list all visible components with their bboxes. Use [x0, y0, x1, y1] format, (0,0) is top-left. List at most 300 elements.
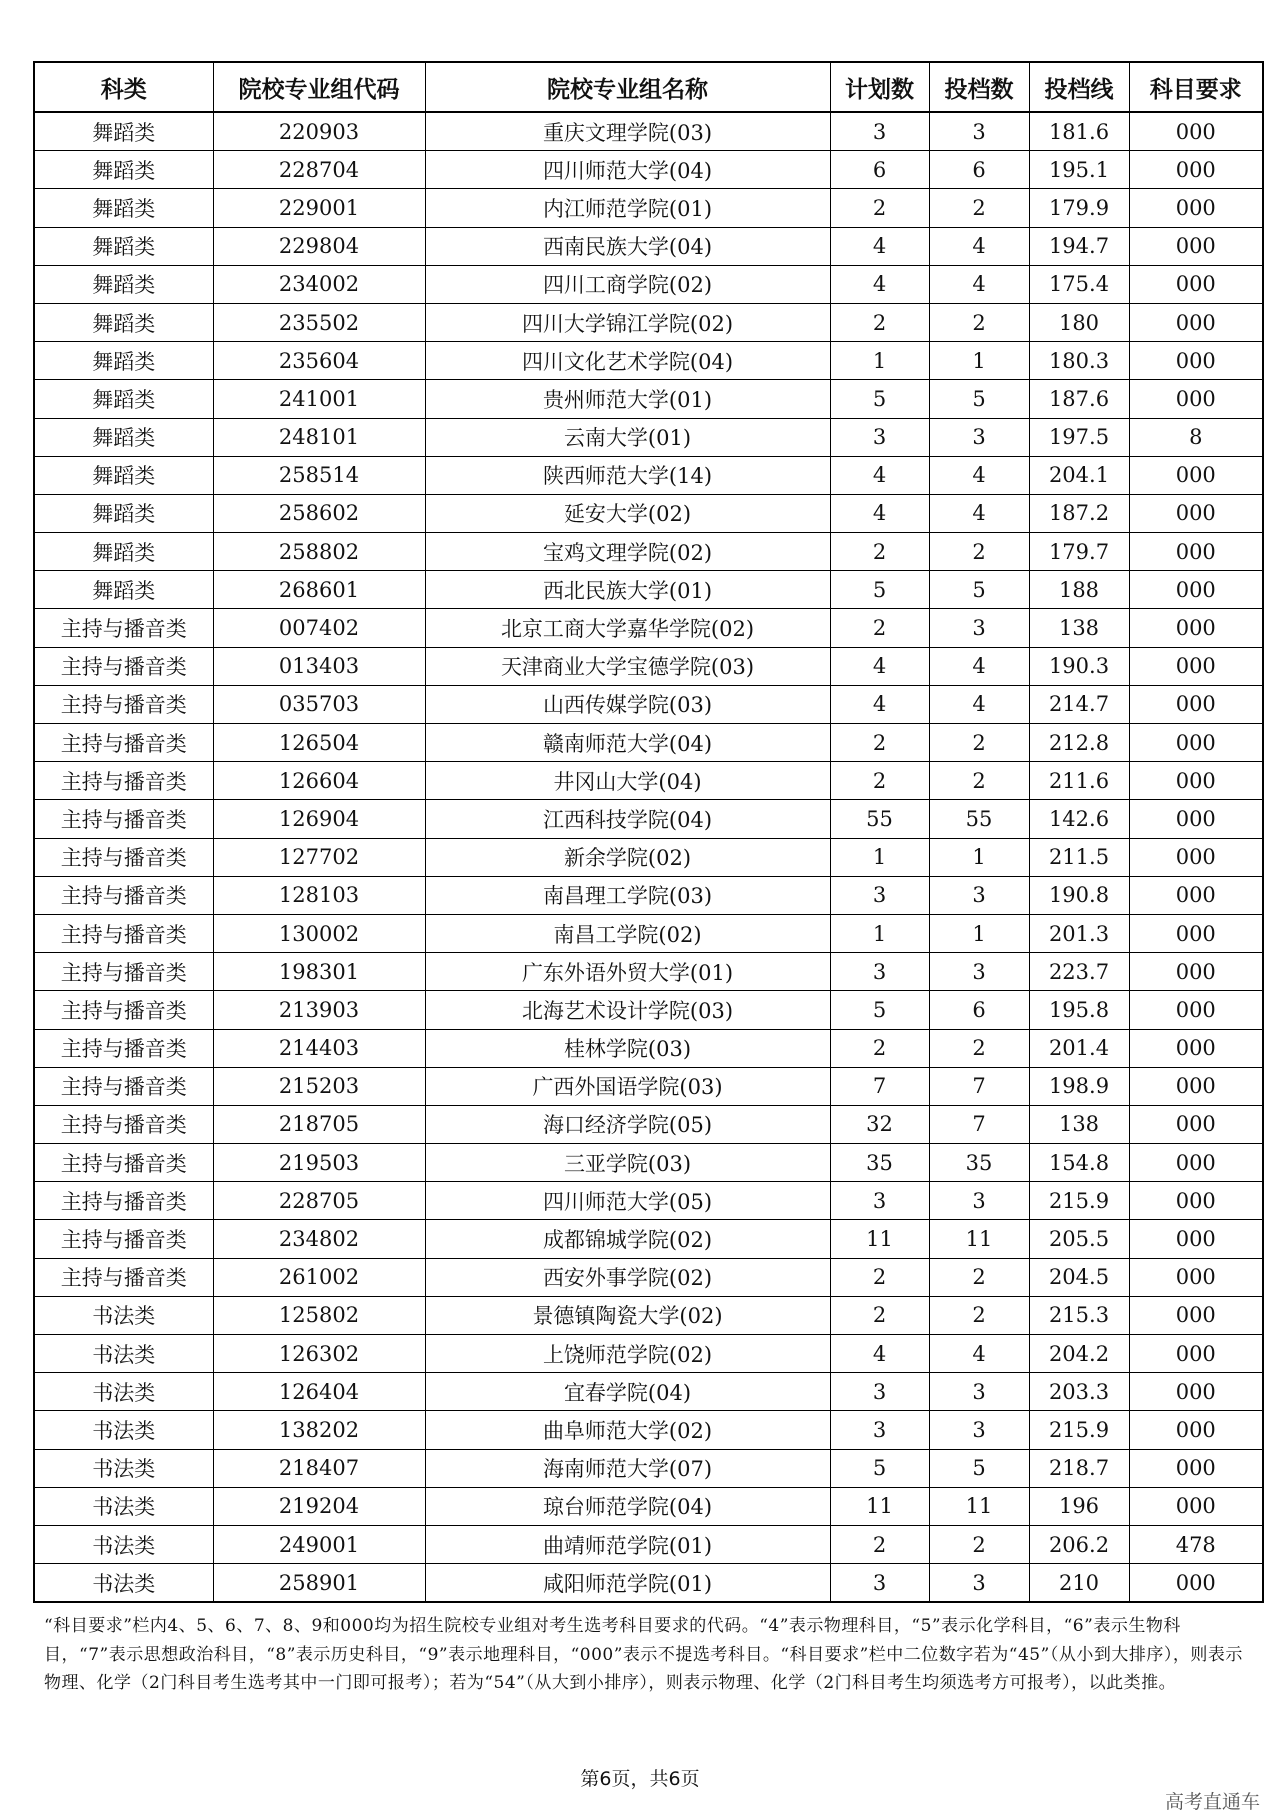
- cell-plan-count: 6: [830, 151, 929, 189]
- cell-group-code: 258602: [213, 494, 425, 532]
- cell-subject-requirement: 8: [1129, 418, 1263, 456]
- table-row: [34, 189, 1263, 227]
- cell-subject-requirement: 000: [1129, 342, 1263, 380]
- cell-admitted-count: 4: [929, 265, 1029, 303]
- cell-group-name: 桂林学院(03): [425, 1029, 830, 1067]
- cell-group-code: 219204: [213, 1487, 425, 1525]
- cell-plan-count: 4: [830, 647, 929, 685]
- cell-subject-requirement: 000: [1129, 609, 1263, 647]
- table-row: [34, 1564, 1263, 1603]
- cell-plan-count: 3: [830, 1373, 929, 1411]
- table-row: [34, 762, 1263, 800]
- cell-admitted-count: 4: [929, 227, 1029, 265]
- cell-subject-requirement: 000: [1129, 991, 1263, 1029]
- cell-subject-requirement: 000: [1129, 571, 1263, 609]
- cell-group-name: 四川师范大学(04): [425, 151, 830, 189]
- cell-group-code: 235502: [213, 303, 425, 341]
- cell-admitted-count: 7: [929, 1067, 1029, 1105]
- cell-cutoff-score: 215.9: [1029, 1411, 1129, 1449]
- cell-plan-count: 2: [830, 533, 929, 571]
- cell-subject-requirement: 000: [1129, 914, 1263, 952]
- cell-admitted-count: 6: [929, 151, 1029, 189]
- cell-subject-requirement: 000: [1129, 1335, 1263, 1373]
- table-row: [34, 1029, 1263, 1067]
- cell-category: 主持与播音类: [34, 991, 213, 1029]
- cell-cutoff-score: 181.6: [1029, 112, 1129, 151]
- cell-category: 主持与播音类: [34, 914, 213, 952]
- cell-subject-requirement: 000: [1129, 227, 1263, 265]
- table-row: [34, 1067, 1263, 1105]
- cell-group-code: 249001: [213, 1525, 425, 1563]
- cell-subject-requirement: 478: [1129, 1525, 1263, 1563]
- header-group-code: 院校专业组代码: [213, 62, 425, 112]
- cell-category: 书法类: [34, 1525, 213, 1563]
- cell-admitted-count: 3: [929, 1564, 1029, 1603]
- cell-category: 主持与播音类: [34, 1182, 213, 1220]
- cell-admitted-count: 2: [929, 533, 1029, 571]
- table-row: [34, 953, 1263, 991]
- cell-plan-count: 4: [830, 1335, 929, 1373]
- cell-cutoff-score: 197.5: [1029, 418, 1129, 456]
- cell-cutoff-score: 154.8: [1029, 1144, 1129, 1182]
- cell-group-name: 四川工商学院(02): [425, 265, 830, 303]
- cell-plan-count: 3: [830, 418, 929, 456]
- header-cutoff-score: 投档线: [1029, 62, 1129, 112]
- cell-admitted-count: 2: [929, 303, 1029, 341]
- cell-group-name: 井冈山大学(04): [425, 762, 830, 800]
- cell-group-code: 126404: [213, 1373, 425, 1411]
- cell-category: 书法类: [34, 1296, 213, 1334]
- cell-group-code: 258514: [213, 456, 425, 494]
- cell-group-code: 258802: [213, 533, 425, 571]
- cell-category: 主持与播音类: [34, 762, 213, 800]
- cell-group-code: 138202: [213, 1411, 425, 1449]
- header-category: 科类: [34, 62, 213, 112]
- cell-group-name: 天津商业大学宝德学院(03): [425, 647, 830, 685]
- cell-plan-count: 1: [830, 838, 929, 876]
- table-row: [34, 1335, 1263, 1373]
- cell-cutoff-score: 190.8: [1029, 876, 1129, 914]
- cell-group-name: 广西外国语学院(03): [425, 1067, 830, 1105]
- cell-group-code: 241001: [213, 380, 425, 418]
- cell-subject-requirement: 000: [1129, 685, 1263, 723]
- cell-category: 舞蹈类: [34, 494, 213, 532]
- cell-category: 主持与播音类: [34, 1144, 213, 1182]
- cell-subject-requirement: 000: [1129, 456, 1263, 494]
- cell-cutoff-score: 205.5: [1029, 1220, 1129, 1258]
- cell-category: 舞蹈类: [34, 418, 213, 456]
- cell-admitted-count: 55: [929, 800, 1029, 838]
- table-row: [34, 1296, 1263, 1334]
- cell-group-name: 广东外语外贸大学(01): [425, 953, 830, 991]
- cell-plan-count: 4: [830, 227, 929, 265]
- cell-group-code: 219503: [213, 1144, 425, 1182]
- cell-cutoff-score: 215.9: [1029, 1182, 1129, 1220]
- table-row: [34, 494, 1263, 532]
- cell-cutoff-score: 211.6: [1029, 762, 1129, 800]
- cell-category: 主持与播音类: [34, 1105, 213, 1143]
- cell-cutoff-score: 201.3: [1029, 914, 1129, 952]
- cell-group-name: 云南大学(01): [425, 418, 830, 456]
- cell-category: 舞蹈类: [34, 227, 213, 265]
- cell-group-code: 126504: [213, 724, 425, 762]
- cell-group-name: 琼台师范学院(04): [425, 1487, 830, 1525]
- cell-group-name: 宝鸡文理学院(02): [425, 533, 830, 571]
- cell-group-name: 贵州师范大学(01): [425, 380, 830, 418]
- cell-admitted-count: 1: [929, 342, 1029, 380]
- cell-plan-count: 32: [830, 1105, 929, 1143]
- cell-group-name: 山西传媒学院(03): [425, 685, 830, 723]
- cell-group-code: 229001: [213, 189, 425, 227]
- cell-plan-count: 3: [830, 953, 929, 991]
- cell-subject-requirement: 000: [1129, 303, 1263, 341]
- cell-cutoff-score: 138: [1029, 1105, 1129, 1143]
- cell-group-code: 128103: [213, 876, 425, 914]
- cell-plan-count: 2: [830, 303, 929, 341]
- cell-cutoff-score: 196: [1029, 1487, 1129, 1525]
- cell-category: 舞蹈类: [34, 456, 213, 494]
- cell-plan-count: 3: [830, 1411, 929, 1449]
- cell-plan-count: 2: [830, 1258, 929, 1296]
- cell-plan-count: 4: [830, 494, 929, 532]
- cell-group-name: 三亚学院(03): [425, 1144, 830, 1182]
- cell-admitted-count: 11: [929, 1487, 1029, 1525]
- cell-cutoff-score: 223.7: [1029, 953, 1129, 991]
- cell-group-code: 235604: [213, 342, 425, 380]
- cell-group-name: 西南民族大学(04): [425, 227, 830, 265]
- cell-admitted-count: 3: [929, 418, 1029, 456]
- cell-admitted-count: 4: [929, 685, 1029, 723]
- cell-admitted-count: 3: [929, 953, 1029, 991]
- cell-plan-count: 5: [830, 1449, 929, 1487]
- cell-subject-requirement: 000: [1129, 1411, 1263, 1449]
- cell-category: 主持与播音类: [34, 876, 213, 914]
- table-row: [34, 342, 1263, 380]
- table-row: [34, 380, 1263, 418]
- cell-subject-requirement: 000: [1129, 724, 1263, 762]
- cell-category: 书法类: [34, 1335, 213, 1373]
- cell-plan-count: 2: [830, 1296, 929, 1334]
- table-row: [34, 724, 1263, 762]
- cell-category: 主持与播音类: [34, 685, 213, 723]
- cell-group-name: 重庆文理学院(03): [425, 112, 830, 151]
- cell-cutoff-score: 195.8: [1029, 991, 1129, 1029]
- cell-group-name: 南昌理工学院(03): [425, 876, 830, 914]
- cell-group-code: 125802: [213, 1296, 425, 1334]
- cell-cutoff-score: 198.9: [1029, 1067, 1129, 1105]
- cell-cutoff-score: 180.3: [1029, 342, 1129, 380]
- cell-group-name: 上饶师范学院(02): [425, 1335, 830, 1373]
- cell-plan-count: 7: [830, 1067, 929, 1105]
- watermark: 高考直通车: [1164, 1791, 1260, 1813]
- cell-admitted-count: 3: [929, 876, 1029, 914]
- cell-cutoff-score: 214.7: [1029, 685, 1129, 723]
- cell-group-code: 218407: [213, 1449, 425, 1487]
- cell-subject-requirement: 000: [1129, 1373, 1263, 1411]
- cell-group-name: 南昌工学院(02): [425, 914, 830, 952]
- cell-subject-requirement: 000: [1129, 1029, 1263, 1067]
- table-row: [34, 685, 1263, 723]
- cell-plan-count: 4: [830, 456, 929, 494]
- cell-admitted-count: 3: [929, 609, 1029, 647]
- cell-cutoff-score: 142.6: [1029, 800, 1129, 838]
- cell-category: 舞蹈类: [34, 112, 213, 151]
- cell-admitted-count: 2: [929, 724, 1029, 762]
- cell-admitted-count: 11: [929, 1220, 1029, 1258]
- cell-group-code: 215203: [213, 1067, 425, 1105]
- table-row: [34, 303, 1263, 341]
- cell-subject-requirement: 000: [1129, 953, 1263, 991]
- cell-category: 舞蹈类: [34, 571, 213, 609]
- cell-group-code: 126604: [213, 762, 425, 800]
- cell-group-name: 新余学院(02): [425, 838, 830, 876]
- table-header-row: [34, 62, 1263, 112]
- table-row: [34, 800, 1263, 838]
- cell-plan-count: 35: [830, 1144, 929, 1182]
- cell-cutoff-score: 204.2: [1029, 1335, 1129, 1373]
- cell-group-name: 宜春学院(04): [425, 1373, 830, 1411]
- table-row: [34, 227, 1263, 265]
- cell-admitted-count: 5: [929, 1449, 1029, 1487]
- cell-admitted-count: 5: [929, 571, 1029, 609]
- cell-admitted-count: 3: [929, 1373, 1029, 1411]
- cell-subject-requirement: 000: [1129, 1258, 1263, 1296]
- table-row: [34, 647, 1263, 685]
- cell-admitted-count: 4: [929, 647, 1029, 685]
- cell-group-code: 013403: [213, 647, 425, 685]
- cell-group-code: 035703: [213, 685, 425, 723]
- cell-admitted-count: 2: [929, 1029, 1029, 1067]
- cell-plan-count: 11: [830, 1487, 929, 1525]
- cell-plan-count: 1: [830, 914, 929, 952]
- cell-group-code: 248101: [213, 418, 425, 456]
- cell-group-code: 198301: [213, 953, 425, 991]
- cell-plan-count: 2: [830, 724, 929, 762]
- cell-category: 主持与播音类: [34, 609, 213, 647]
- cell-subject-requirement: 000: [1129, 533, 1263, 571]
- table-row: [34, 151, 1263, 189]
- cell-group-name: 北京工商大学嘉华学院(02): [425, 609, 830, 647]
- cell-group-code: 218705: [213, 1105, 425, 1143]
- admission-table: [33, 61, 1264, 1603]
- table-row: [34, 991, 1263, 1029]
- cell-admitted-count: 2: [929, 1258, 1029, 1296]
- cell-group-code: 126904: [213, 800, 425, 838]
- cell-cutoff-score: 204.5: [1029, 1258, 1129, 1296]
- cell-group-code: 234002: [213, 265, 425, 303]
- cell-admitted-count: 2: [929, 189, 1029, 227]
- cell-group-name: 海南师范大学(07): [425, 1449, 830, 1487]
- cell-category: 书法类: [34, 1373, 213, 1411]
- table-row: [34, 571, 1263, 609]
- cell-category: 舞蹈类: [34, 303, 213, 341]
- cell-plan-count: 3: [830, 1564, 929, 1603]
- cell-subject-requirement: 000: [1129, 151, 1263, 189]
- cell-plan-count: 3: [830, 112, 929, 151]
- cell-admitted-count: 1: [929, 914, 1029, 952]
- cell-category: 主持与播音类: [34, 838, 213, 876]
- table-row: [34, 1220, 1263, 1258]
- cell-group-code: 228704: [213, 151, 425, 189]
- cell-plan-count: 2: [830, 189, 929, 227]
- table-row: [34, 1449, 1263, 1487]
- cell-subject-requirement: 000: [1129, 800, 1263, 838]
- cell-subject-requirement: 000: [1129, 1220, 1263, 1258]
- cell-plan-count: 5: [830, 571, 929, 609]
- cell-cutoff-score: 187.6: [1029, 380, 1129, 418]
- cell-admitted-count: 4: [929, 456, 1029, 494]
- cell-cutoff-score: 187.2: [1029, 494, 1129, 532]
- cell-group-name: 曲阜师范大学(02): [425, 1411, 830, 1449]
- page-number: 第6页，共6页: [580, 1768, 700, 1790]
- table-row: [34, 1411, 1263, 1449]
- cell-cutoff-score: 194.7: [1029, 227, 1129, 265]
- cell-group-name: 四川师范大学(05): [425, 1182, 830, 1220]
- cell-admitted-count: 2: [929, 1296, 1029, 1334]
- table-row: [34, 1144, 1263, 1182]
- cell-plan-count: 55: [830, 800, 929, 838]
- header-admitted-count: 投档数: [929, 62, 1029, 112]
- cell-group-code: 261002: [213, 1258, 425, 1296]
- cell-group-name: 咸阳师范学院(01): [425, 1564, 830, 1603]
- cell-cutoff-score: 203.3: [1029, 1373, 1129, 1411]
- table-row: [34, 914, 1263, 952]
- cell-plan-count: 1: [830, 342, 929, 380]
- cell-subject-requirement: 000: [1129, 1144, 1263, 1182]
- cell-subject-requirement: 000: [1129, 112, 1263, 151]
- table-row: [34, 876, 1263, 914]
- cell-group-name: 四川大学锦江学院(02): [425, 303, 830, 341]
- cell-group-name: 北海艺术设计学院(03): [425, 991, 830, 1029]
- cell-group-name: 曲靖师范学院(01): [425, 1525, 830, 1563]
- cell-group-code: 126302: [213, 1335, 425, 1373]
- header-subject-requirement: 科目要求: [1129, 62, 1263, 112]
- table-row: [34, 1487, 1263, 1525]
- cell-plan-count: 11: [830, 1220, 929, 1258]
- cell-category: 书法类: [34, 1487, 213, 1525]
- cell-subject-requirement: 000: [1129, 762, 1263, 800]
- cell-group-code: 228705: [213, 1182, 425, 1220]
- cell-group-name: 西北民族大学(01): [425, 571, 830, 609]
- cell-group-code: 220903: [213, 112, 425, 151]
- cell-category: 舞蹈类: [34, 189, 213, 227]
- cell-admitted-count: 3: [929, 112, 1029, 151]
- cell-category: 舞蹈类: [34, 533, 213, 571]
- cell-category: 主持与播音类: [34, 1029, 213, 1067]
- table-row: [34, 533, 1263, 571]
- cell-category: 主持与播音类: [34, 953, 213, 991]
- cell-group-name: 西安外事学院(02): [425, 1258, 830, 1296]
- cell-admitted-count: 35: [929, 1144, 1029, 1182]
- cell-group-name: 海口经济学院(05): [425, 1105, 830, 1143]
- cell-cutoff-score: 190.3: [1029, 647, 1129, 685]
- table-row: [34, 456, 1263, 494]
- table-row: [34, 265, 1263, 303]
- table-row: [34, 418, 1263, 456]
- cell-subject-requirement: 000: [1129, 494, 1263, 532]
- cell-admitted-count: 5: [929, 380, 1029, 418]
- cell-admitted-count: 2: [929, 1525, 1029, 1563]
- cell-subject-requirement: 000: [1129, 1105, 1263, 1143]
- cell-subject-requirement: 000: [1129, 1564, 1263, 1603]
- cell-subject-requirement: 000: [1129, 1487, 1263, 1525]
- cell-group-name: 延安大学(02): [425, 494, 830, 532]
- cell-group-code: 214403: [213, 1029, 425, 1067]
- cell-cutoff-score: 204.1: [1029, 456, 1129, 494]
- cell-category: 主持与播音类: [34, 647, 213, 685]
- cell-subject-requirement: 000: [1129, 1067, 1263, 1105]
- table-row: [34, 1182, 1263, 1220]
- cell-subject-requirement: 000: [1129, 1182, 1263, 1220]
- cell-cutoff-score: 210: [1029, 1564, 1129, 1603]
- cell-cutoff-score: 188: [1029, 571, 1129, 609]
- cell-category: 主持与播音类: [34, 1220, 213, 1258]
- cell-plan-count: 5: [830, 380, 929, 418]
- cell-subject-requirement: 000: [1129, 647, 1263, 685]
- cell-cutoff-score: 175.4: [1029, 265, 1129, 303]
- cell-subject-requirement: 000: [1129, 1296, 1263, 1334]
- cell-category: 主持与播音类: [34, 1258, 213, 1296]
- cell-group-name: 江西科技学院(04): [425, 800, 830, 838]
- cell-plan-count: 4: [830, 685, 929, 723]
- table-row: [34, 112, 1263, 151]
- cell-cutoff-score: 179.9: [1029, 189, 1129, 227]
- cell-category: 舞蹈类: [34, 265, 213, 303]
- cell-group-name: 成都锦城学院(02): [425, 1220, 830, 1258]
- cell-cutoff-score: 138: [1029, 609, 1129, 647]
- cell-cutoff-score: 201.4: [1029, 1029, 1129, 1067]
- footnote: “科目要求”栏内4、5、6、7、8、9和000均为招生院校专业组对考生选考科目要求的代码。“4”表示物理科目，“5”表示化学科目，“6”表示生物科目，“7”表示思想政治科目，“8”表示历史科目，“9”表示地理科目，“000”表示不提选考科目。“科目要求”栏中二位数字若为“45”（从小到大排序），则表示物理、化学（2门科目考生选考其中一门即可报考）；若为“54”（从大到小排序），则表示物理、化学（2门科目考生均须选考方可报考），以此类推。: [44, 1616, 1243, 1693]
- table-body: [34, 112, 1263, 1602]
- cell-cutoff-score: 179.7: [1029, 533, 1129, 571]
- cell-plan-count: 5: [830, 991, 929, 1029]
- cell-category: 舞蹈类: [34, 380, 213, 418]
- cell-plan-count: 2: [830, 762, 929, 800]
- cell-category: 舞蹈类: [34, 342, 213, 380]
- cell-category: 主持与播音类: [34, 724, 213, 762]
- cell-subject-requirement: 000: [1129, 876, 1263, 914]
- cell-subject-requirement: 000: [1129, 265, 1263, 303]
- cell-plan-count: 3: [830, 876, 929, 914]
- cell-group-code: 007402: [213, 609, 425, 647]
- table-row: [34, 1258, 1263, 1296]
- cell-admitted-count: 2: [929, 762, 1029, 800]
- cell-group-name: 赣南师范大学(04): [425, 724, 830, 762]
- cell-admitted-count: 3: [929, 1411, 1029, 1449]
- cell-group-name: 陕西师范大学(14): [425, 456, 830, 494]
- cell-cutoff-score: 218.7: [1029, 1449, 1129, 1487]
- table-row: [34, 1105, 1263, 1143]
- cell-group-name: 内江师范学院(01): [425, 189, 830, 227]
- cell-cutoff-score: 206.2: [1029, 1525, 1129, 1563]
- cell-admitted-count: 4: [929, 1335, 1029, 1373]
- cell-group-code: 127702: [213, 838, 425, 876]
- cell-category: 书法类: [34, 1449, 213, 1487]
- table-row: [34, 1525, 1263, 1563]
- table-row: [34, 838, 1263, 876]
- cell-group-code: 130002: [213, 914, 425, 952]
- cell-plan-count: 2: [830, 1525, 929, 1563]
- cell-cutoff-score: 212.8: [1029, 724, 1129, 762]
- cell-admitted-count: 4: [929, 494, 1029, 532]
- header-group-name: 院校专业组名称: [425, 62, 830, 112]
- cell-group-code: 234802: [213, 1220, 425, 1258]
- cell-category: 主持与播音类: [34, 800, 213, 838]
- cell-plan-count: 3: [830, 1182, 929, 1220]
- table-row: [34, 609, 1263, 647]
- header-plan-count: 计划数: [830, 62, 929, 112]
- cell-subject-requirement: 000: [1129, 189, 1263, 227]
